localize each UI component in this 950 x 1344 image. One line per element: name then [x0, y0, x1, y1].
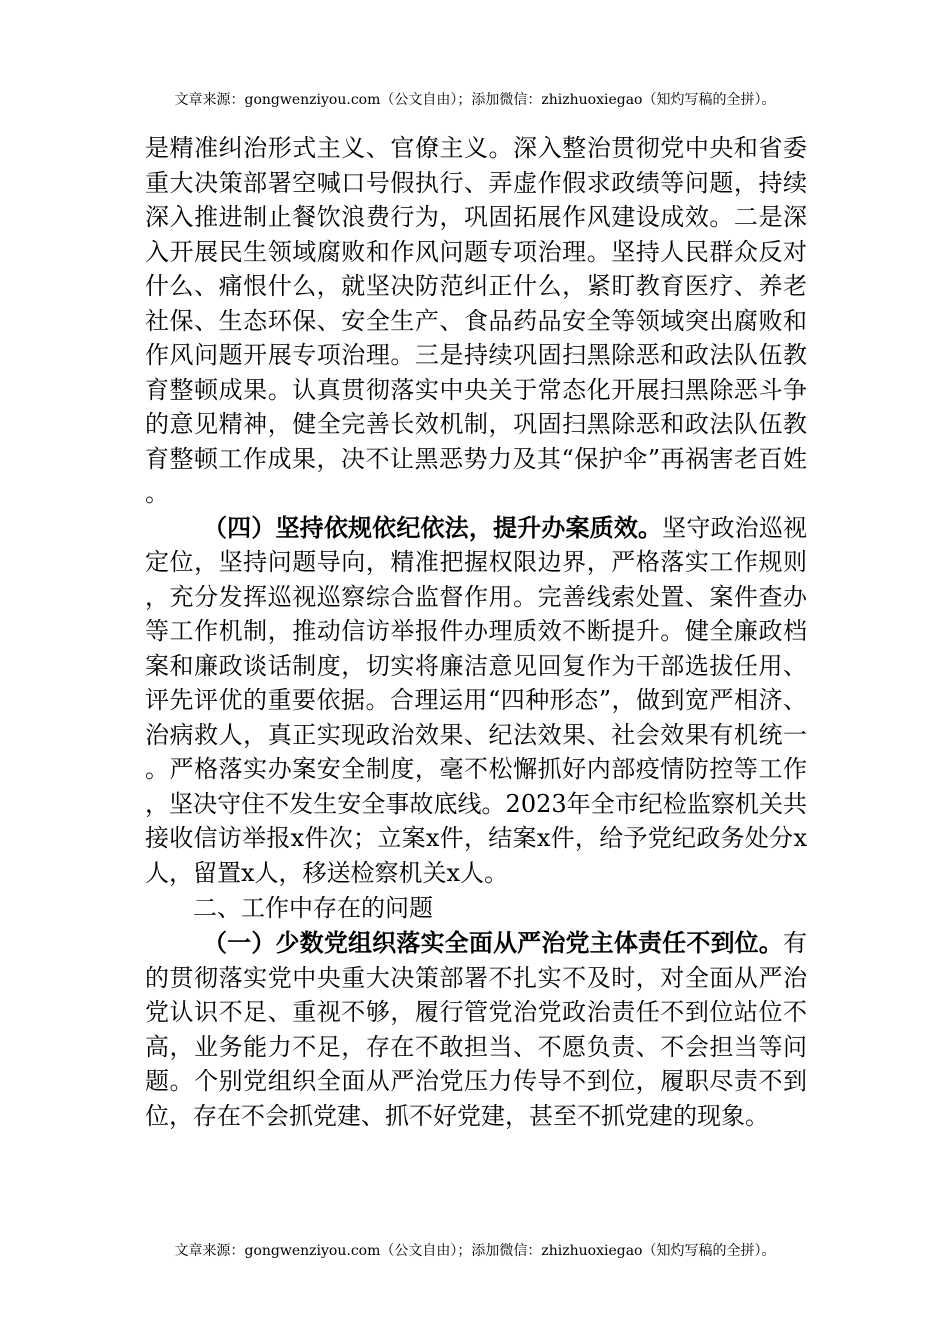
header-source-text: 文章来源：gongwenziyou.com（公文自由）；添加微信：zhizhuoxiegao（知灼写稿的全拼）。 [174, 92, 776, 108]
paragraph-body: 坚守政治巡视定位，坚持问题导向，精准把握权限边界，严格落实工作规则，充分发挥巡视巡察综合监督作用。完善线索处置、案件查办等工作机制，推动信访举报件办理质效不断提升。健全廉政档案和廉政谈话制度，切实将廉洁意见回复作为干部选拔任用、评先评优的重要依据。合理运用“四种形态”，做到宽严相济、治病救人，真正实现政治效果、纪法效果、社会效果有机统一。严格落实办案安全制度，毫不松懈抓好内部疫情防控等工作，坚决守住不发生安全事故底线。2023年全市纪检监察机关共接收信访举报x件次；立案x件，结案x件，给予党纪政务处分x人，留置x人，移送检察机关x人。 [145, 513, 808, 887]
paragraph-case-handling [145, 511, 807, 891]
footer-source-text: 文章来源：gongwenziyou.com（公文自由）；添加微信：zhizhuoxiegao（知灼写稿的全拼）。 [174, 1243, 776, 1259]
paragraph-lead-heading: （四）坚持依规依纪依法，提升办案质效。 [203, 512, 663, 542]
paragraph-problem-one [145, 926, 807, 1133]
page-header [0, 90, 950, 110]
document-body [145, 131, 807, 1133]
section-heading: 二、工作中存在的问题 [193, 894, 433, 922]
paragraph-lead-heading: （一）少数党组织落实全面从严治党主体责任不到位。 [203, 928, 783, 957]
paragraph-body: 有的贯彻落实党中央重大决策部署不扎实不及时，对全面从严治党认识不足、重视不够，履行管党治党政治责任不到位站位不高，业务能力不足，存在不敢担当、不愿负责、不会担当等问题。个别党组织全面从严治党压力传导不到位，履职尽责不到位，存在不会抓党建、抓不好党建，甚至不抓党建的现象。 [145, 929, 807, 1130]
page-footer [0, 1241, 950, 1261]
paragraph-body: 是精准纠治形式主义、官僚主义。深入整治贯彻党中央和省委重大决策部署空喊口号假执行、弄虚作假求政绩等问题，持续深入推进制止餐饮浪费行为，巩固拓展作风建设成效。二是深入开展民生领域腐败和作风问题专项治理。坚持人民群众反对什么、痛恨什么，就坚决防范纠正什么，紧盯教育医疗、养老社保、生态环保、安全生产、食品药品安全等领域突出腐败和作风问题开展专项治理。三是持续巩固扫黑除恶和政法队伍教育整顿成果。认真贯彻落实中央关于常态化开展扫黑除恶斗争的意见精神，健全完善长效机制，巩固扫黑除恶和政法队伍教育整顿工作成果，决不让黑恶势力及其“保护伞”再祸害老百姓。 [145, 134, 807, 507]
paragraph-continuation [145, 131, 807, 511]
